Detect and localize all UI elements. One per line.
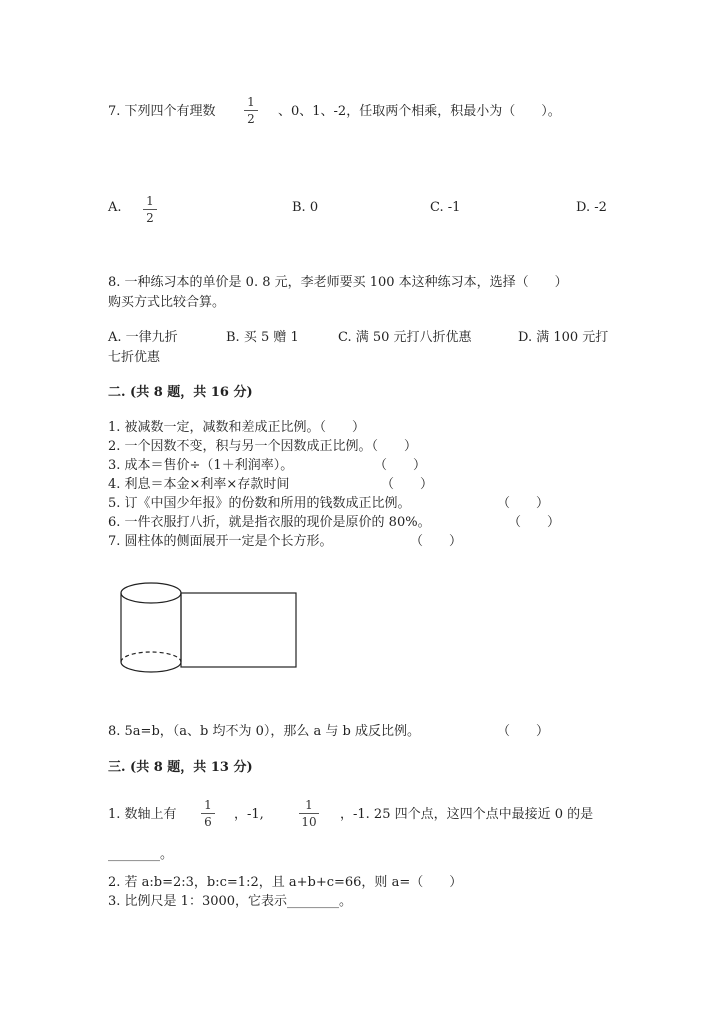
section2-item-8-paren: （ ） — [497, 724, 550, 739]
section2-item-6: 6. 一件衣服打八折，就是指衣服的现价是原价的 80%。 — [108, 515, 431, 530]
q7-option-d: D. -2 — [576, 200, 607, 215]
unrolled-rectangle — [181, 593, 296, 667]
fraction-bar — [299, 813, 319, 814]
section3-q1-prefix: 1. 数轴上有 — [108, 807, 177, 822]
section2-item-7: 7. 圆柱体的侧面展开一定是个长方形。 — [108, 534, 333, 549]
section2-item-4-paren: （ ） — [381, 477, 434, 492]
fraction-bar — [244, 110, 258, 111]
q7-prefix: 7. 下列四个有理数 — [108, 104, 216, 119]
cylinder-unfold-figure — [110, 575, 310, 675]
section2-item-5-paren: （ ） — [497, 496, 550, 511]
section2-item-8: 8. 5a=b，（a、b 均不为 0），那么 a 与 b 成反比例。 — [108, 724, 420, 739]
q8-option-d-cont: 七折优惠 — [108, 350, 161, 365]
section2-item-4: 4. 利息＝本金×利率×存款时间 — [108, 477, 290, 492]
q7-opt-a-num: 1 — [146, 194, 154, 208]
section2-item-3: 3. 成本＝售价÷（1＋利润率）。 — [108, 458, 294, 473]
cylinder-bottom-back-dashed — [121, 652, 181, 662]
section2-item-1: 1. 被减数一定，减数和差成正比例。（ ） — [108, 420, 366, 435]
q8-option-c: C. 满 50 元打八折优惠 — [338, 330, 472, 345]
section3-q2: 2. 若 a:b=2:3，b:c=1:2，且 a+b+c=66，则 a=（ ） — [108, 875, 463, 890]
section2-item-7-paren: （ ） — [410, 534, 463, 549]
section2-item-6-paren: （ ） — [508, 515, 561, 530]
section3-heading: 三. (共 8 题，共 13 分) — [108, 760, 253, 775]
section3-q1-fraction-2 — [299, 798, 319, 829]
q7-fraction — [244, 95, 258, 126]
section3-q1-mid: ，-1, — [234, 807, 264, 822]
q8-line2: 购买方式比较合算。 — [108, 295, 226, 310]
section2-item-5: 5. 订《中国少年报》的份数和所用的钱数成正比例。 — [108, 496, 411, 511]
q7-stem — [108, 100, 216, 119]
q7-frac-den: 2 — [247, 112, 255, 126]
section3-q1-suffix: ，-1. 25 四个点，这四个点中最接近 0 的是 — [340, 807, 594, 822]
section2-heading: 二. (共 8 题，共 16 分) — [108, 385, 253, 400]
section3-q1-fraction-1 — [201, 798, 215, 829]
fraction-bar — [201, 813, 215, 814]
q7-option-c: C. -1 — [430, 200, 461, 215]
s3q1-f1-num: 1 — [204, 798, 212, 812]
section2-item-2: 2. 一个因数不变，积与另一个因数成正比例。（ ） — [108, 439, 418, 454]
q7-frac-num: 1 — [247, 95, 255, 109]
section3-q3: 3. 比例尺是 1：3000，它表示________。 — [108, 894, 353, 909]
s3q1-f2-den: 10 — [301, 815, 317, 829]
fraction-bar — [143, 209, 157, 210]
q7-option-a-fraction — [143, 194, 157, 225]
s3q1-f2-num: 1 — [305, 798, 313, 812]
cylinder-top-ellipse — [121, 583, 181, 603]
section2-item-3-paren: （ ） — [374, 458, 427, 473]
q7-option-a-label: A. — [108, 200, 122, 215]
section3-q1-answer-blank: ________。 — [108, 847, 174, 862]
q7-option-b: B. 0 — [292, 200, 319, 215]
q8-option-b: B. 买 5 赠 1 — [226, 330, 299, 345]
q7-opt-a-den: 2 — [146, 211, 154, 225]
q8-option-a: A. 一律九折 — [108, 330, 178, 345]
q8-line1: 8. 一种练习本的单价是 0. 8 元，李老师要买 100 本这种练习本，选择（ ） — [108, 275, 568, 290]
q7-suffix: 、0、1、-2，任取两个相乘，积最小为（ ）。 — [278, 104, 561, 119]
q8-option-d: D. 满 100 元打 — [518, 330, 609, 345]
cylinder-bottom-front — [121, 662, 181, 672]
s3q1-f1-den: 6 — [204, 815, 212, 829]
